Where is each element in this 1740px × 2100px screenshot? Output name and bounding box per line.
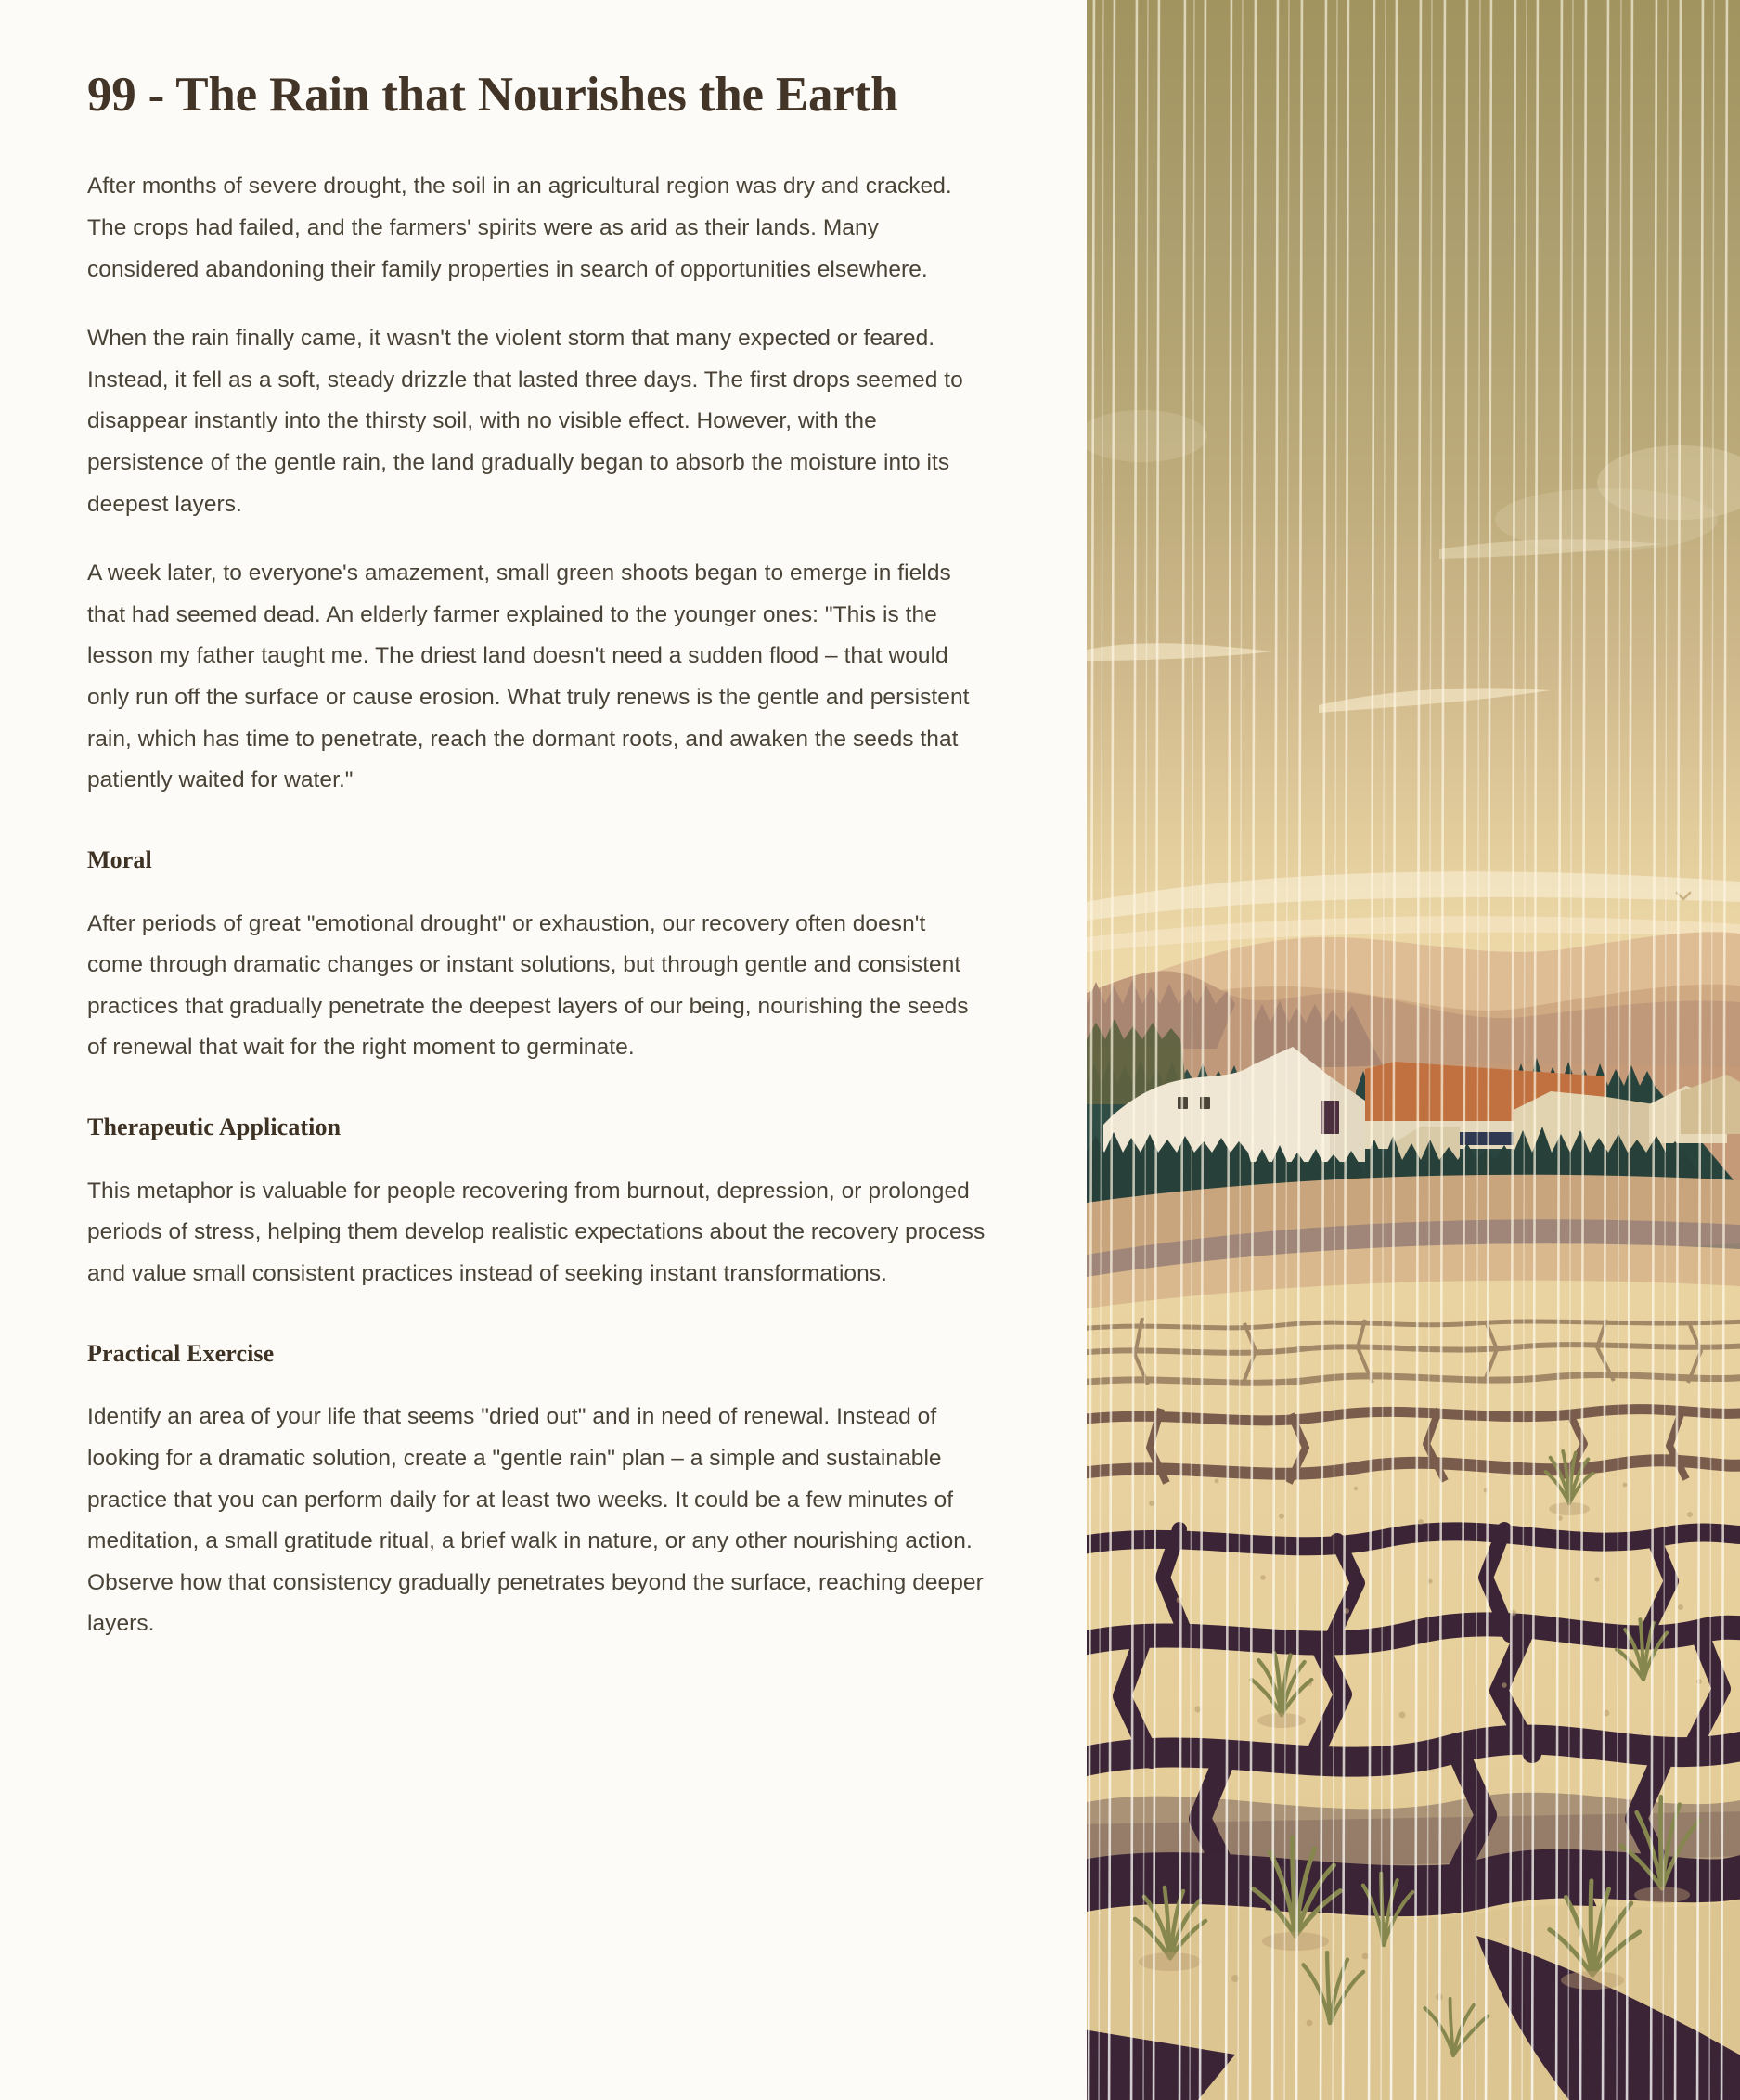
section-heading-moral: Moral <box>87 845 152 873</box>
section-body-practical-exercise: Identify an area of your life that seems "dried out" and in need of renewal. Instead of looking for a dramatic solution, create a "gentle rain" plan – a simple and sustainable practice that you can perform daily for at least two weeks. It could be a few minutes of meditation, a small gratitude ritual, a brief walk in nature, or any other nourishing action. Observe how that consistency gradually penetrates beyond the surface, reaching deeper layers. <box>87 1404 984 1637</box>
story-paragraph-1: After months of severe drought, the soil in an agricultural region was dry and cracked. The crops had failed, and the farmers' spirits were as arid as their lands. Many considered abandoning their family properties in search of opportunities elsewhere. <box>87 174 952 282</box>
section-heading-practical-exercise: Practical Exercise <box>87 1339 275 1367</box>
page-title: 99 - The Rain that Nourishes the Earth <box>87 68 898 122</box>
story-paragraph-2: When the rain finally came, it wasn't the violent storm that many expected or feared. Instead, it fell as a soft, steady drizzle that lasted three days. The first drops seemed to disappear instantly into the thirsty soil, with no visible effect. However, with the persistence of the gentle rain, the land gradually began to absorb the moisture into its deepest layers. <box>87 326 963 517</box>
section-body-moral: After periods of great "emotional drought" or exhaustion, our recovery often doesn't come through dramatic changes or instant solutions, but through gentle and consistent practices that gradually penetrate the deepest layers of our being, nourishing the seeds of renewal that wait for the right moment to germinate. <box>87 910 969 1061</box>
rain-scene-artwork <box>1087 0 1740 2100</box>
section-body-therapeutic-application: This metaphor is valuable for people recovering from burnout, depression, or prolonged periods of stress, helping them develop realistic expectations about the recovery process and value small consistent practices instead of seeking instant transformations. <box>87 1178 986 1286</box>
story-paragraph-3: A week later, to everyone's amazement, small green shoots began to emerge in fields that had seemed dead. An elderly farmer explained to the younger ones: "This is the lesson my father taught me. The driest land doesn't need a sudden flood – that would only run off the surface or cause erosion. What truly renews is the gentle and persistent rain, which has time to penetrate, reach the dormant roots, and awaken the seeds that patiently waited for water." <box>87 560 970 793</box>
section-heading-therapeutic-application: Therapeutic Application <box>87 1113 342 1140</box>
rain-illustration <box>1087 0 1740 2100</box>
